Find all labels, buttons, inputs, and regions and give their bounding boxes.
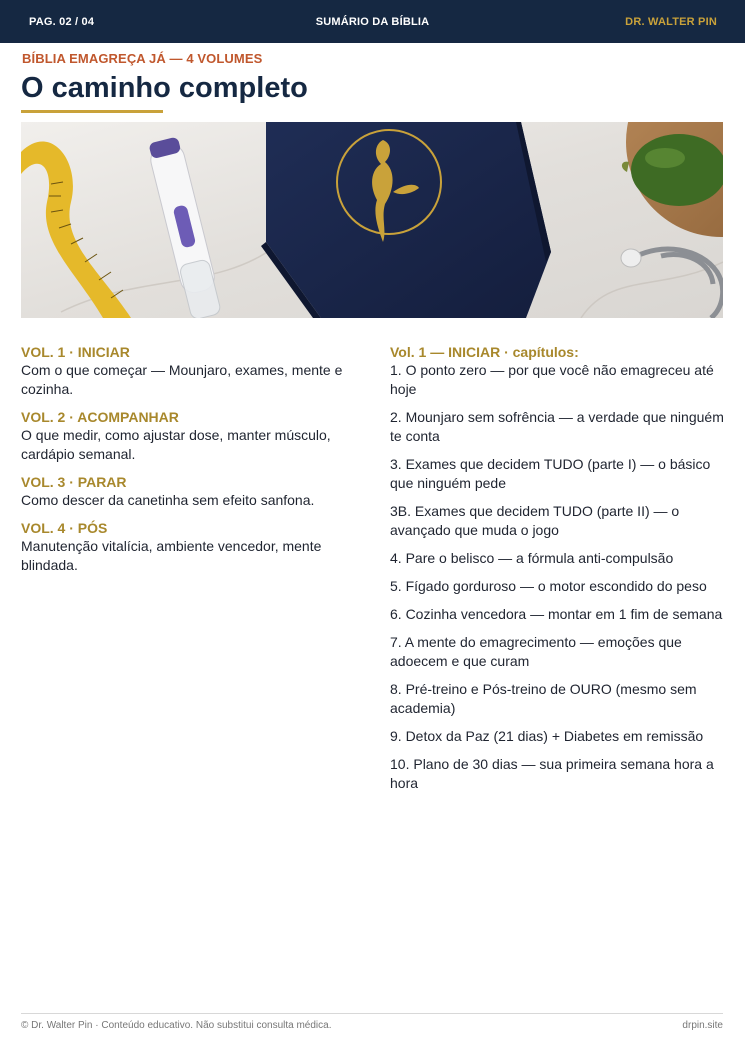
volume-entry bbox=[21, 519, 361, 575]
footer-disclaimer: © Dr. Walter Pin · Conteúdo educativo. Não substitui consulta médica. bbox=[21, 1020, 332, 1031]
volume-entry bbox=[21, 343, 361, 399]
title-underline bbox=[21, 110, 163, 113]
chapter-item: 10. Plano de 30 dias — sua primeira semana hora a hora bbox=[390, 756, 714, 791]
volume-heading: VOL. 2 · ACOMPANHAR bbox=[21, 409, 179, 425]
volume-heading: VOL. 4 · PÓS bbox=[21, 520, 108, 536]
chapter-item: 8. Pré-treino e Pós-treino de OURO (mesmo sem academia) bbox=[390, 681, 697, 716]
top-bar bbox=[0, 0, 745, 43]
zucchini bbox=[631, 134, 723, 206]
volume-description: O que medir, como ajustar dose, manter músculo, cardápio semanal. bbox=[21, 427, 331, 462]
volume-entry bbox=[21, 408, 361, 464]
chapters-column bbox=[390, 343, 726, 802]
chapter-item: 2. Mounjaro sem sofrência — a verdade que ninguém te conta bbox=[390, 409, 724, 444]
book-box bbox=[266, 122, 551, 318]
section-title: SUMÁRIO DA BÍBLIA bbox=[315, 15, 430, 28]
chapter-item: 7. A mente do emagrecimento — emoções que adoecem e que curam bbox=[390, 634, 682, 669]
page-title: O caminho completo bbox=[21, 72, 308, 104]
footer-site: drpin.site bbox=[682, 1020, 723, 1031]
volume-heading: VOL. 3 · PARAR bbox=[21, 474, 127, 490]
chapter-item: 3B. Exames que decidem TUDO (parte II) — o avançado que muda o jogo bbox=[390, 503, 680, 538]
hero-illustration bbox=[21, 122, 723, 318]
volumes-column bbox=[21, 343, 361, 584]
chapters-heading: Vol. 1 — INICIAR · capítulos: bbox=[390, 344, 579, 360]
volume-description: Com o que começar — Mounjaro, exames, mente e cozinha. bbox=[21, 362, 343, 397]
volume-description: Como descer da canetinha sem efeito sanfona. bbox=[21, 492, 315, 508]
volume-heading: VOL. 1 · INICIAR bbox=[21, 344, 130, 360]
chapter-item: 6. Cozinha vencedora — montar em 1 fim de semana bbox=[390, 606, 723, 622]
chapter-item: 4. Pare o belisco — a fórmula anti-compulsão bbox=[390, 550, 674, 566]
hero-image bbox=[21, 122, 723, 318]
footer-divider bbox=[21, 1013, 723, 1014]
kicker: BÍBLIA EMAGREÇA JÁ — 4 VOLUMES bbox=[22, 51, 263, 66]
chapter-item: 5. Fígado gorduroso — o motor escondido do peso bbox=[390, 578, 707, 594]
volume-description: Manutenção vitalícia, ambiente vencedor, mente blindada. bbox=[21, 538, 322, 573]
author-name: DR. WALTER PIN bbox=[625, 15, 717, 28]
chapter-item: 1. O ponto zero — por que você não emagreceu até hoje bbox=[390, 362, 714, 397]
chapter-item: 9. Detox da Paz (21 dias) + Diabetes em remissão bbox=[390, 728, 704, 744]
volume-entry bbox=[21, 473, 361, 510]
page-indicator: PAG. 02 / 04 bbox=[29, 15, 95, 28]
chapter-item: 3. Exames que decidem TUDO (parte I) — o básico que ninguém pede bbox=[390, 456, 711, 491]
